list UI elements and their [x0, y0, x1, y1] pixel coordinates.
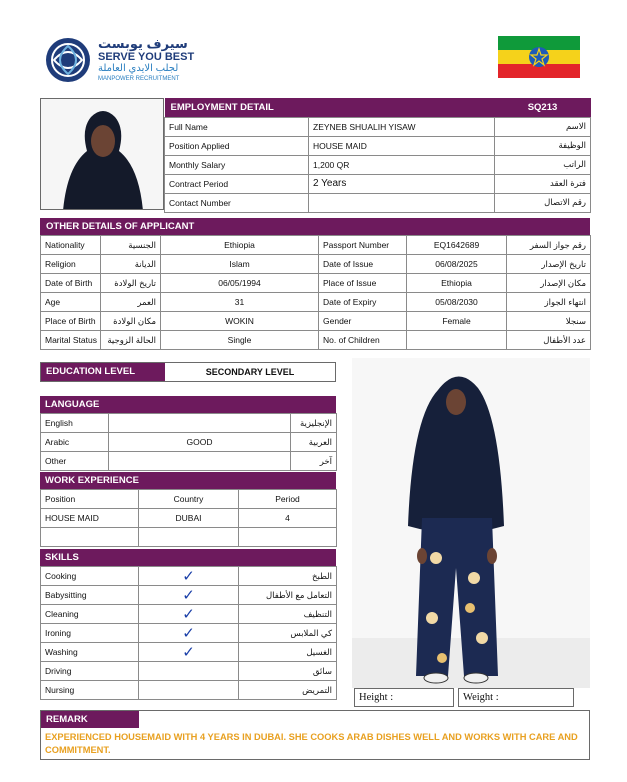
- language-header: LANGUAGE: [40, 396, 336, 413]
- other-label: Nationality: [41, 236, 101, 255]
- skill-check-cell: [139, 662, 239, 681]
- other-value: [407, 331, 507, 350]
- employment-value: HOUSE MAID: [309, 136, 495, 155]
- other-label: Date of Birth: [41, 274, 101, 293]
- column-header: Country: [139, 490, 239, 509]
- skill-label: Cooking: [41, 567, 139, 586]
- employment-label: Position Applied: [165, 136, 309, 155]
- skill-row: [41, 586, 337, 605]
- skill-check-cell: [139, 567, 239, 586]
- other-arabic-label: العمر: [101, 293, 161, 312]
- other-arabic-label: انتهاء الجواز: [507, 293, 591, 312]
- skill-arabic-label: التمريض: [239, 681, 337, 700]
- other-label: Age: [41, 293, 101, 312]
- language-arabic-label: العربية: [291, 433, 337, 452]
- language-arabic-label: الإنجليزية: [291, 414, 337, 433]
- employment-value: 2 Years: [309, 174, 495, 193]
- employment-value: ZEYNEB SHUALIH YISAW: [309, 117, 495, 136]
- skill-label: Nursing: [41, 681, 139, 700]
- language-table: [40, 413, 337, 471]
- skill-check-cell: [139, 643, 239, 662]
- employment-row: [165, 136, 591, 155]
- skill-check-cell: [139, 681, 239, 700]
- work-period: 4: [239, 509, 337, 528]
- language-label: Arabic: [41, 433, 109, 452]
- remark-text: EXPERIENCED HOUSEMAID WITH 4 YEARS IN DUBAI. SHE COOKS ARAB DISHES WELL AND WORKS WITH CARE AND COMMITMENT.: [45, 732, 578, 755]
- other-label: No. of Children: [319, 331, 407, 350]
- skill-label: Driving: [41, 662, 139, 681]
- skill-label: Ironing: [41, 624, 139, 643]
- other-details-table: [40, 235, 591, 350]
- language-level: GOOD: [109, 433, 291, 452]
- employment-row: [165, 174, 591, 193]
- logo-arabic-name: سيرف يوبست: [98, 36, 188, 51]
- other-arabic-label: مكان الولادة: [101, 312, 161, 331]
- other-details-row: [41, 255, 591, 274]
- other-details-row: [41, 312, 591, 331]
- work-country: DUBAI: [139, 509, 239, 528]
- employment-row: [165, 117, 591, 136]
- language-level: [109, 414, 291, 433]
- other-arabic-label: الديانة: [101, 255, 161, 274]
- employment-label: Full Name: [165, 117, 309, 136]
- work-experience-table: [40, 489, 337, 547]
- other-value: Female: [407, 312, 507, 331]
- skill-row: [41, 567, 337, 586]
- skill-label: Babysitting: [41, 586, 139, 605]
- work-period: [239, 528, 337, 547]
- remark-header: REMARK: [41, 711, 139, 728]
- other-arabic-label: الحالة الزوجية: [101, 331, 161, 350]
- other-value: Ethiopia: [161, 236, 319, 255]
- height-label: Height :: [359, 692, 394, 703]
- skills-header: SKILLS: [40, 549, 336, 566]
- other-label: Place of Issue: [319, 274, 407, 293]
- language-level: [109, 452, 291, 471]
- employment-row: [165, 193, 591, 212]
- skill-check-cell: [139, 605, 239, 624]
- work-country: [139, 528, 239, 547]
- skill-arabic-label: سائق: [239, 662, 337, 681]
- applicant-portrait-photo: [40, 98, 164, 210]
- employment-label: Contract Period: [165, 174, 309, 193]
- other-details-row: [41, 331, 591, 350]
- checkmark-icon: ✓: [182, 605, 195, 623]
- work-experience-columns: [41, 490, 337, 509]
- other-value: EQ1642689: [407, 236, 507, 255]
- checkmark-icon: ✓: [182, 643, 195, 661]
- other-arabic-label: رقم جواز السفر: [507, 236, 591, 255]
- other-arabic-label: تاريخ الولادة: [101, 274, 161, 293]
- work-experience-row: [41, 509, 337, 528]
- language-row: [41, 414, 337, 433]
- language-row: [41, 452, 337, 471]
- company-logo: [44, 36, 204, 84]
- work-experience-header: WORK EXPERIENCE: [40, 472, 336, 489]
- employment-value: 1,200 QR: [309, 155, 495, 174]
- logo-english-tagline: MANPOWER RECRUITMENT: [98, 76, 180, 82]
- skill-arabic-label: التعامل مع الأطفال: [239, 586, 337, 605]
- skill-row: [41, 624, 337, 643]
- skill-row: [41, 681, 337, 700]
- skills-table: [40, 566, 337, 700]
- column-header: Position: [41, 490, 139, 509]
- remark-box: [40, 710, 590, 760]
- education-level-box: [40, 362, 336, 382]
- education-level-label: EDUCATION LEVEL: [41, 363, 165, 381]
- other-arabic-label: عدد الأطفال: [507, 331, 591, 350]
- checkmark-icon: ✓: [182, 567, 195, 585]
- skill-arabic-label: الطبخ: [239, 567, 337, 586]
- language-label: Other: [41, 452, 109, 471]
- other-details-row: [41, 293, 591, 312]
- other-value: 31: [161, 293, 319, 312]
- other-value: 06/05/1994: [161, 274, 319, 293]
- employment-arabic-label: رقم الاتصال: [495, 193, 591, 212]
- skill-arabic-label: الغسيل: [239, 643, 337, 662]
- skill-row: [41, 662, 337, 681]
- logo-emblem-icon: [44, 36, 92, 84]
- logo-arabic-tagline: لجلب الايدي العاملة: [98, 63, 179, 74]
- other-label: Date of Expiry: [319, 293, 407, 312]
- skill-row: [41, 643, 337, 662]
- weight-label: Weight :: [463, 692, 499, 703]
- other-arabic-label: مكان الإصدار: [507, 274, 591, 293]
- employment-arabic-label: فترة العقد: [495, 174, 591, 193]
- other-label: Gender: [319, 312, 407, 331]
- reference-code: SQ213: [527, 101, 558, 113]
- language-label: English: [41, 414, 109, 433]
- applicant-full-body-photo: [352, 358, 590, 688]
- other-label: Date of Issue: [319, 255, 407, 274]
- other-value: Single: [161, 331, 319, 350]
- skill-arabic-label: التنظيف: [239, 605, 337, 624]
- work-position: [41, 528, 139, 547]
- employment-row: [165, 155, 591, 174]
- other-label: Passport Number: [319, 236, 407, 255]
- employment-arabic-label: الوظيفة: [495, 136, 591, 155]
- employment-label: Contact Number: [165, 193, 309, 212]
- language-row: [41, 433, 337, 452]
- employment-arabic-label: الراتب: [495, 155, 591, 174]
- skill-check-cell: [139, 624, 239, 643]
- other-value: Islam: [161, 255, 319, 274]
- skill-row: [41, 605, 337, 624]
- education-level-value: SECONDARY LEVEL: [205, 367, 295, 377]
- other-value: Ethiopia: [407, 274, 507, 293]
- ethiopia-flag-icon: [498, 36, 580, 78]
- work-position: HOUSE MAID: [41, 509, 139, 528]
- other-details-header: OTHER DETAILS OF APPLICANT: [40, 218, 590, 235]
- checkmark-icon: ✓: [182, 624, 195, 642]
- other-value: WOKIN: [161, 312, 319, 331]
- other-value: 06/08/2025: [407, 255, 507, 274]
- employment-value: [309, 193, 495, 212]
- height-field: [354, 688, 454, 707]
- column-header: Period: [239, 490, 337, 509]
- other-arabic-label: سنجلا: [507, 312, 591, 331]
- employment-arabic-label: الاسم: [495, 117, 591, 136]
- employment-detail-header: [165, 98, 591, 117]
- work-experience-row: [41, 528, 337, 547]
- other-value: 05/08/2030: [407, 293, 507, 312]
- other-details-row: [41, 274, 591, 293]
- skill-check-cell: [139, 586, 239, 605]
- other-details-row: [41, 236, 591, 255]
- other-arabic-label: الجنسية: [101, 236, 161, 255]
- employment-detail-table: [164, 98, 591, 213]
- other-arabic-label: تاريخ الإصدار: [507, 255, 591, 274]
- logo-english-name: SERVE YOU BEST: [98, 51, 195, 63]
- other-label: Place of Birth: [41, 312, 101, 331]
- language-arabic-label: آخر: [291, 452, 337, 471]
- weight-field: [458, 688, 574, 707]
- skill-label: Washing: [41, 643, 139, 662]
- checkmark-icon: ✓: [182, 586, 195, 604]
- other-label: Marital Status: [41, 331, 101, 350]
- skill-arabic-label: كي الملابس: [239, 624, 337, 643]
- skill-label: Cleaning: [41, 605, 139, 624]
- employment-detail-title: EMPLOYMENT DETAIL: [170, 101, 274, 113]
- other-label: Religion: [41, 255, 101, 274]
- employment-label: Monthly Salary: [165, 155, 309, 174]
